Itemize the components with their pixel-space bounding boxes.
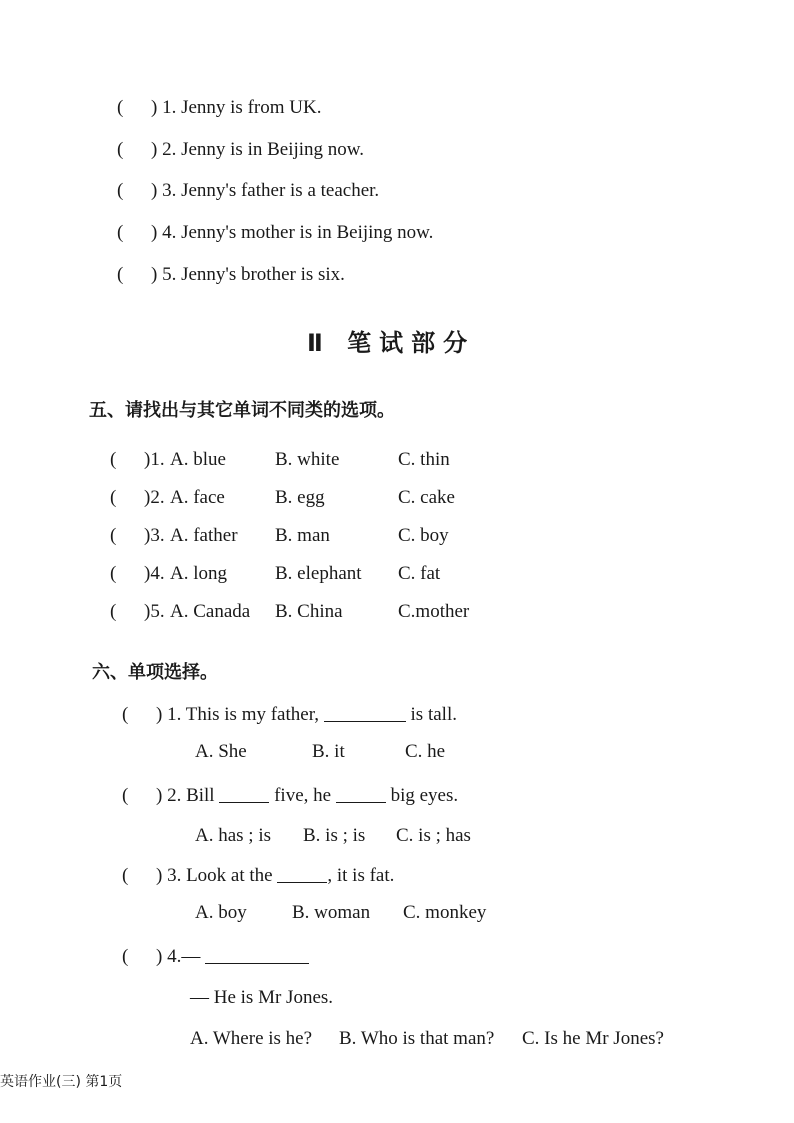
answer-paren[interactable]: ( — [110, 601, 117, 622]
option-c: C.mother — [398, 601, 470, 622]
section5-title: 五、请找出与其它单词不同类的选项。 — [89, 400, 395, 421]
answer-paren[interactable]: ( — [117, 180, 124, 201]
option-b: B. China — [275, 601, 343, 622]
answer-blank[interactable] — [277, 864, 327, 883]
tf-item-4: ( ) 4. Jenny's mother is in Beijing now. — [117, 222, 434, 243]
tf-item-text: Jenny is in Beijing now. — [181, 139, 365, 160]
part-title: Ⅱ 笔试部分 — [307, 329, 476, 357]
tf-item-3: ( ) 3. Jenny's father is a teacher. — [117, 180, 380, 201]
answer-paren[interactable]: ( — [122, 865, 129, 886]
option-b: B. Who is that man? — [339, 1028, 495, 1049]
page-footer: 英语作业(三) 第1页 — [0, 1074, 123, 1090]
option-c: C. Is he Mr Jones? — [522, 1028, 664, 1049]
section5-item-1: ( )1. A. blue B. white C. thin — [110, 449, 450, 470]
answer-paren[interactable]: ( — [110, 449, 117, 470]
answer-blank[interactable] — [324, 703, 406, 722]
option-a: A. face — [170, 487, 225, 508]
option-b: B. woman — [292, 902, 371, 923]
section6-q4: ( ) 4.— — [122, 945, 309, 968]
option-c: C. he — [405, 741, 446, 762]
tf-item-2: ( ) 2. Jenny is in Beijing now. — [117, 139, 365, 160]
tf-item-5: ( ) 5. Jenny's brother is six. — [117, 264, 345, 285]
tf-item-text: Jenny's brother is six. — [181, 264, 345, 285]
option-c: C. boy — [398, 525, 449, 546]
section6-q3: ( ) 3. Look at the , it is fat. — [122, 865, 395, 886]
answer-paren[interactable]: ( — [117, 222, 124, 243]
option-a: A. boy — [195, 902, 247, 923]
section5-item-2: ( )2. A. face B. egg C. cake — [110, 487, 455, 508]
option-a: A. blue — [170, 449, 226, 470]
option-b: B. white — [275, 449, 340, 470]
option-c: C. thin — [398, 449, 450, 470]
answer-paren[interactable]: ( — [122, 946, 129, 967]
option-c: C. cake — [398, 487, 455, 508]
section6-q4-reply: — He is Mr Jones. — [190, 987, 334, 1008]
answer-paren[interactable]: ( — [117, 97, 124, 118]
option-a: A. Where is he? — [190, 1028, 313, 1049]
option-b: B. elephant — [275, 563, 362, 584]
option-a: A. has ; is — [195, 825, 271, 846]
answer-paren[interactable]: ( — [110, 487, 117, 508]
option-c: C. is ; has — [396, 825, 471, 846]
answer-paren[interactable]: ( — [122, 704, 129, 725]
section5-item-3: ( )3. A. father B. man C. boy — [110, 525, 449, 546]
option-b: B. it — [312, 741, 345, 762]
answer-paren[interactable]: ( — [117, 139, 124, 160]
tf-item-text: Jenny is from UK. — [181, 97, 322, 118]
option-c: C. fat — [398, 563, 441, 584]
answer-blank[interactable] — [205, 945, 309, 964]
section6-q2: ( ) 2. Bill five, he big eyes. — [122, 785, 459, 806]
option-a: A. father — [170, 525, 238, 546]
answer-blank[interactable] — [336, 784, 386, 803]
option-a: A. She — [195, 741, 247, 762]
answer-paren[interactable]: ( — [110, 525, 117, 546]
option-c: C. monkey — [403, 902, 487, 923]
tf-item-text: Jenny's mother is in Beijing now. — [181, 222, 434, 243]
section6-q1: ( ) 1. This is my father, is tall. — [122, 704, 457, 725]
tf-item-text: Jenny's father is a teacher. — [181, 180, 380, 201]
answer-paren[interactable]: ( — [122, 785, 129, 806]
option-a: A. Canada — [170, 601, 251, 622]
answer-paren[interactable]: ( — [117, 264, 124, 285]
option-b: B. egg — [275, 487, 325, 508]
answer-paren[interactable]: ( — [110, 563, 117, 584]
section6-title: 六、单项选择。 — [92, 662, 218, 683]
option-b: B. is ; is — [303, 825, 366, 846]
section5-item-4: ( )4. A. long B. elephant C. fat — [110, 563, 441, 584]
option-b: B. man — [275, 525, 330, 546]
tf-item-1: ( ) 1. Jenny is from UK. — [117, 97, 322, 118]
option-a: A. long — [170, 563, 227, 584]
answer-blank[interactable] — [219, 784, 269, 803]
section5-item-5: ( )5. A. Canada B. China C.mother — [110, 601, 470, 622]
